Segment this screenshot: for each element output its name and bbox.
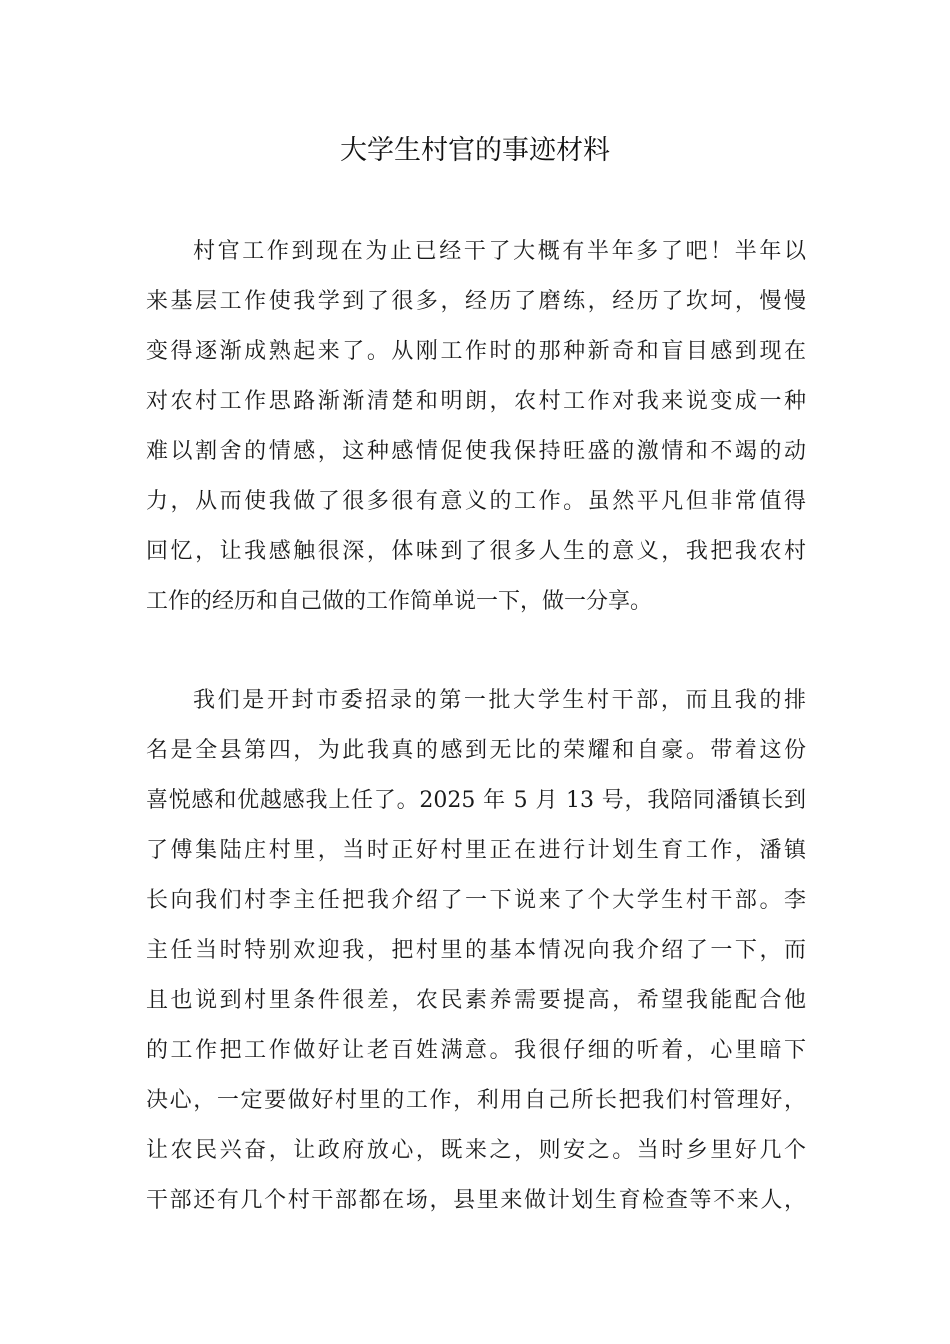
paragraph-line: 长向我们村李主任把我介绍了一下说来了个大学生村干部。李 <box>146 888 806 913</box>
paragraph-line: 工作的经历和自己做的工作简单说一下，做一分享。 <box>146 589 653 614</box>
paragraph-line: 对农村工作思路渐渐清楚和明朗，农村工作对我来说变成一种 <box>146 389 806 414</box>
paragraph-line: 的工作把工作做好让老百姓满意。我很仔细的听着，心里暗下 <box>146 1038 806 1063</box>
paragraph-line: 难以割舍的情感，这种感情促使我保持旺盛的激情和不竭的动 <box>146 439 806 464</box>
paragraph-line: 回忆，让我感触很深，体味到了很多人生的意义，我把我农村 <box>146 539 806 564</box>
paragraph-line: 名是全县第四，为此我真的感到无比的荣耀和自豪。带着这份 <box>146 738 806 763</box>
paragraph-line: 且也说到村里条件很差，农民素养需要提高，希望我能配合他 <box>146 988 806 1013</box>
paragraph-1 <box>146 232 806 632</box>
paragraph-line: 了傅集陆庄村里，当时正好村里正在进行计划生育工作，潘镇 <box>146 838 806 863</box>
paragraph-2 <box>146 681 806 1231</box>
paragraph-line: 干部还有几个村干部都在场，县里来做计划生育检查等不来人， <box>146 1188 806 1213</box>
paragraph-line: 村官工作到现在为止已经干了大概有半年多了吧！半年以 <box>193 239 806 264</box>
paragraph-line: 决心，一定要做好村里的工作，利用自己所长把我们村管理好， <box>146 1088 806 1113</box>
paragraph-line: 主任当时特别欢迎我，把村里的基本情况向我介绍了一下，而 <box>146 938 806 963</box>
paragraph-line: 力，从而使我做了很多很有意义的工作。虽然平凡但非常值得 <box>146 489 806 514</box>
paragraph-line: 让农民兴奋，让政府放心，既来之，则安之。当时乡里好几个 <box>146 1138 806 1163</box>
document-title: 大学生村官的事迹材料 <box>340 135 610 166</box>
paragraph-line: 变得逐渐成熟起来了。从刚工作时的那种新奇和盲目感到现在 <box>146 339 806 364</box>
paragraph-line: 来基层工作使我学到了很多，经历了磨练，经历了坎坷，慢慢 <box>146 289 806 314</box>
paragraph-line: 我们是开封市委招录的第一批大学生村干部，而且我的排 <box>193 688 806 713</box>
paragraph-line: 喜悦感和优越感我上任了。2025 年 5 月 13 号，我陪同潘镇长到 <box>146 788 806 813</box>
